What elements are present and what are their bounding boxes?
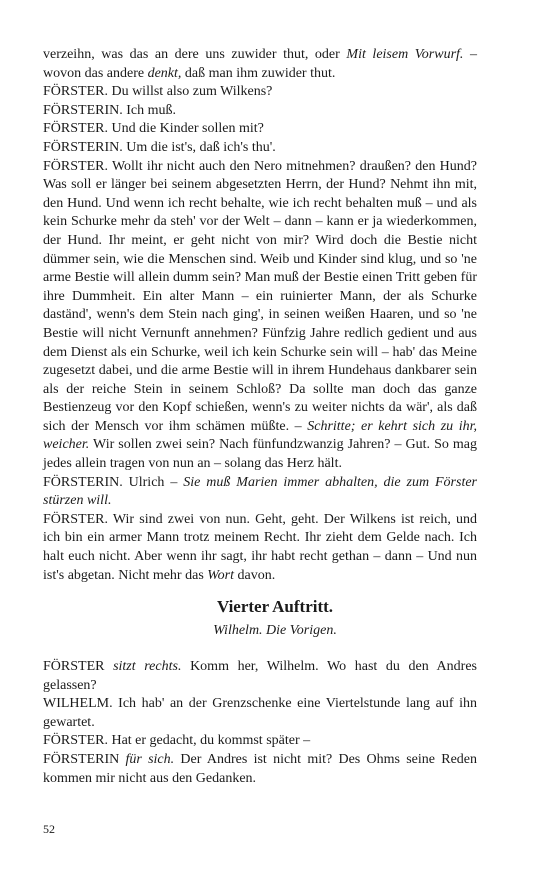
dialogue-paragraph (43, 695, 477, 732)
dialogue-paragraph (43, 158, 477, 474)
dialogue-paragraph (43, 751, 477, 788)
stage-direction: Sie muß Marien immer abhalten, die zum Förster stürzen will. (43, 474, 478, 509)
text-run: FÖRSTERIN. Um die ist's, daß ich's thu'. (43, 139, 276, 155)
text-run: FÖRSTER. Du willst also zum Wilkens? (43, 84, 273, 100)
text-run: FÖRSTERIN (43, 751, 126, 767)
stage-direction: Mit leisem Vorwurf. (346, 47, 464, 62)
text-run: Komm her, Wilhelm. Wo hast du den Andres gelassen? (43, 659, 477, 693)
text-run: FÖRSTER. Wir sind zwei von nun. Geht, geht. Der Wilkens ist reich, und ich bin ein armer Mann trotz meinem Recht. Ihr zieht dem Gelde nach. Ich halt euch nicht. Aber wenn ihr sagt, ihr habt recht gethan – dann – Und nun ist's abgetan. Nicht mehr das (43, 511, 477, 583)
text-run: daß man ihm zuwider thut. (181, 65, 336, 81)
dialogue-paragraph (43, 511, 477, 585)
text-run: FÖRSTER (43, 659, 114, 674)
dialogue-paragraph (43, 474, 477, 511)
dialogue-text-block (43, 46, 477, 585)
scene-persons: Wilhelm. Die Vorigen. (213, 623, 337, 638)
dialogue-paragraph (43, 102, 477, 121)
stage-direction: denkt, (147, 65, 182, 81)
text-run: FÖRSTER. Und die Kinder sollen mit? (43, 121, 264, 137)
stage-direction: Wort (207, 567, 234, 583)
stage-direction: für sich. (125, 751, 175, 767)
stage-direction: sitzt rechts. (113, 659, 182, 674)
text-run: FÖRSTER. Hat er gedacht, du kommst später – (43, 733, 311, 749)
dialogue-paragraph (43, 83, 477, 102)
text-run: FÖRSTERIN. Ulrich – (43, 474, 184, 490)
dialogue-paragraph (43, 120, 477, 139)
page-number: 52 (43, 822, 55, 836)
dialogue-text-block-2 (43, 658, 477, 788)
scene-heading: Vierter Auftritt. (216, 597, 334, 616)
text-run: davon. (233, 567, 276, 583)
text-run: FÖRSTERIN. Ich muß. (43, 102, 176, 118)
text-run: verzeihn, was das an dere uns zuwider thut, oder (43, 47, 347, 62)
dialogue-paragraph (43, 732, 477, 751)
dialogue-paragraph (43, 46, 477, 83)
stage-direction: Schritte; er kehrt sich zu ihr, weicher. (43, 418, 478, 453)
dialogue-paragraph (43, 658, 477, 695)
text-run: Der Andres ist nicht mit? Des Ohms seine Reden kommen mir nicht aus den Gedanken. (43, 751, 477, 786)
text-run: Wir sollen zwei sein? Nach fünfundzwanzig Jahren? – Gut. So mag jedes allein tragen von nun an – solang das Herz hält. (43, 437, 477, 472)
dialogue-paragraph (43, 139, 477, 158)
text-run: FÖRSTER. Wollt ihr nicht auch den Nero mitnehmen? draußen? den Hund? Was soll er länger bei seinem abgesetzten Herrn, der Hund? Nehmt ihn mit, den Hund. Und wenn ich recht behalte, wie ich recht behalten muß – und als kein Schurke mehr da steh' vor der Welt – dann – kann er ja wiederkommen, der Hund. Ihr meint, er geht nicht von mir? Wird doch die Bestie nicht dümmer sein, wie die Menschen sind. Weib und Kinder sind klug, und so 'ne arme Bestie will allein dumm sein? Man muß der Bestie einen Tritt geben für ihre Dummheit. Ein alter Mann – ein ruinierter Mann, der als Schurke daständ', wenn's dem Stein nach ging', in seinen weißen Haaren, und so 'ne Bestie will nicht Vernunft annehmen? Fünfzig Jahre redlich gedient und aus dem Dienst als ein Schurke, weil ich kein Schurke sein will – hab' das Meine zugesetzt dabei, und die arme Bestie will in ihrem Hundehaus dankbarer sein als der reiche Stein in seinem Schloß? Da sollte man doch das ganze Bestienzeug vor den Kopf schießen, wenn's zu weiter nichts da wär', als daß sich der Mensch vor ihm schämen müßte. – (43, 158, 477, 434)
text-run: – wovon das andere (43, 47, 478, 81)
text-run: WILHELM. Ich hab' an der Grenzschenke eine Viertelstunde lang auf ihn gewartet. (43, 696, 477, 730)
